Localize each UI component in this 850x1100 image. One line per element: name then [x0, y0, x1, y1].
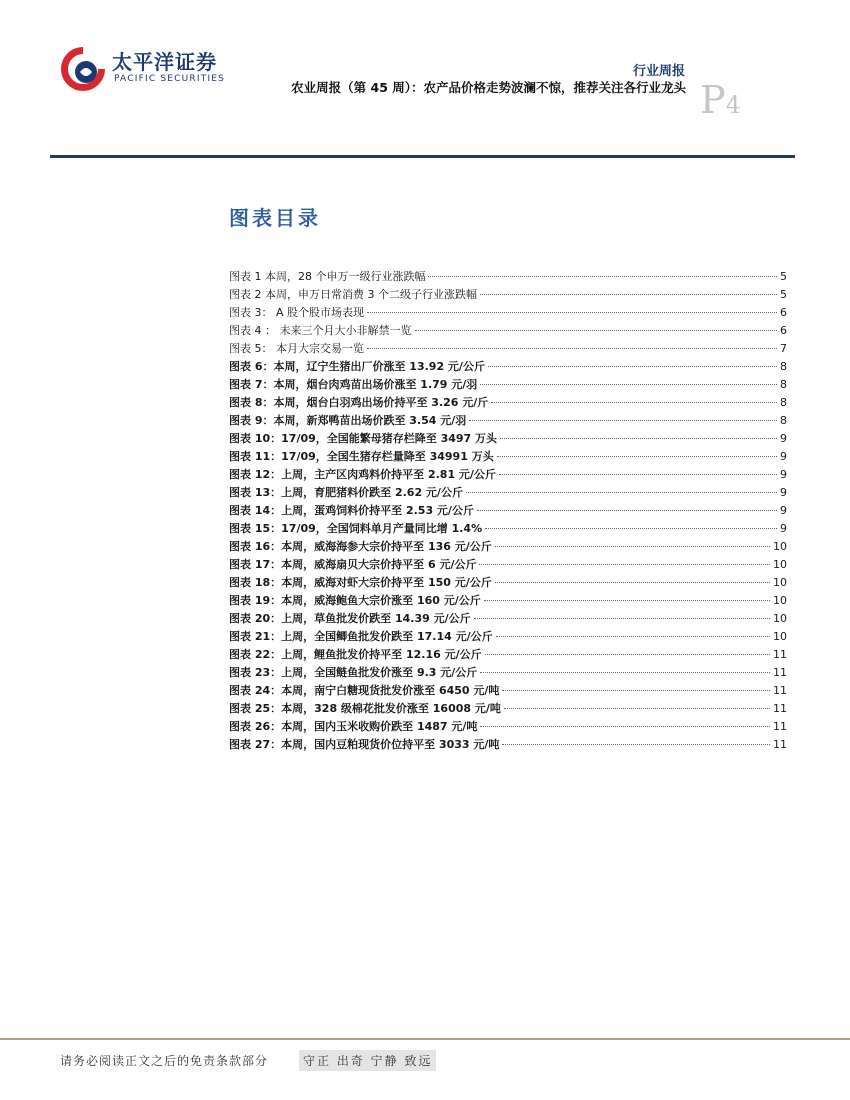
toc-entry[interactable] [229, 502, 787, 520]
toc-entry-page: 8 [780, 414, 787, 427]
toc-dot-leader [480, 294, 777, 295]
toc-entry[interactable] [229, 322, 787, 340]
toc-entry-title: 图表 2 本周，申万日常消费 3 个二级子行业涨跌幅 [229, 288, 477, 301]
toc-entry-title: 图表 15：17/09，全国饲料单月产量同比增 1.4% [229, 522, 483, 535]
toc-dot-leader [477, 510, 777, 511]
toc-dot-leader [428, 276, 777, 277]
toc-dot-leader [480, 672, 770, 673]
toc-entry[interactable] [229, 736, 787, 754]
toc-dot-leader [367, 348, 777, 349]
toc-dot-leader [474, 618, 770, 619]
toc-entry[interactable] [229, 466, 787, 484]
toc-entry-page: 6 [780, 306, 787, 319]
toc-entry-title: 图表 11：17/09，全国生猪存栏量降至 34991 万头 [229, 450, 494, 463]
toc-entry-page: 10 [773, 612, 787, 625]
toc-dot-leader [502, 690, 770, 691]
toc-entry-page: 5 [780, 270, 787, 283]
toc-dot-leader [499, 474, 777, 475]
toc-dot-leader [491, 402, 777, 403]
toc-entry-title: 图表 10：17/09，全国能繁母猪存栏降至 3497 万头 [229, 432, 498, 445]
toc-entry-title: 图表 1 本周，28 个申万一级行业涨跌幅 [229, 270, 426, 283]
page-number [700, 78, 741, 122]
toc-entry-page: 8 [780, 360, 787, 373]
toc-entry[interactable] [229, 592, 787, 610]
toc-entry[interactable] [229, 574, 787, 592]
toc-dot-leader [367, 312, 777, 313]
toc-dot-leader [415, 330, 778, 331]
toc-entry-page: 11 [773, 684, 787, 697]
toc-entry-page: 9 [780, 486, 787, 499]
toc-entry-title: 图表 23：上周，全国鲢鱼批发价涨至 9.3 元/公斤 [229, 666, 478, 679]
toc-entry-title: 图表 16：本周，威海海参大宗价持平至 136 元/公斤 [229, 540, 492, 553]
toc-entry[interactable] [229, 664, 787, 682]
table-of-figures [229, 268, 787, 754]
toc-entry[interactable] [229, 520, 787, 538]
toc-entry-title: 图表 12：上周，主产区肉鸡料价持平至 2.81 元/公斤 [229, 468, 496, 481]
toc-entry-title: 图表 3： A 股个股市场表现 [229, 306, 365, 319]
toc-entry-title: 图表 27：本周，国内豆粕现货价位持平至 3033 元/吨 [229, 738, 500, 751]
toc-entry[interactable] [229, 700, 787, 718]
logo-chinese-name: 太平洋证券 [112, 50, 217, 74]
toc-dot-leader [466, 492, 777, 493]
toc-entry-title: 图表 14：上周，蛋鸡饲料价持平至 2.53 元/公斤 [229, 504, 474, 517]
toc-entry-title: 图表 25：本周，328 级棉花批发价涨至 16008 元/吨 [229, 702, 501, 715]
toc-entry-title: 图表 17：本周，威海扇贝大宗价持平至 6 元/公斤 [229, 558, 477, 571]
footer-divider [0, 1038, 850, 1040]
toc-entry-page: 10 [773, 558, 787, 571]
toc-dot-leader [480, 726, 770, 727]
toc-dot-leader [485, 528, 777, 529]
toc-dot-leader [479, 564, 770, 565]
toc-entry-title: 图表 5： 本月大宗交易一览 [229, 342, 364, 355]
toc-entry[interactable] [229, 610, 787, 628]
toc-entry-page: 7 [780, 342, 787, 355]
toc-entry-title: 图表 26：本周，国内玉米收购价跌至 1487 元/吨 [229, 720, 478, 733]
toc-dot-leader [488, 366, 777, 367]
toc-dot-leader [495, 582, 770, 583]
toc-entry[interactable] [229, 682, 787, 700]
toc-entry-page: 11 [773, 738, 787, 751]
toc-dot-leader [500, 438, 777, 439]
toc-entry-page: 10 [773, 594, 787, 607]
toc-entry[interactable] [229, 448, 787, 466]
toc-entry-page: 9 [780, 504, 787, 517]
toc-entry[interactable] [229, 268, 787, 286]
toc-entry-page: 8 [780, 396, 787, 409]
toc-dot-leader [485, 654, 770, 655]
toc-entry[interactable] [229, 376, 787, 394]
toc-entry[interactable] [229, 628, 787, 646]
toc-dot-leader [496, 636, 770, 637]
toc-entry[interactable] [229, 484, 787, 502]
toc-entry-page: 9 [780, 450, 787, 463]
toc-entry-title: 图表 8：本周，烟台白羽鸡出场价持平至 3.26 元/斤 [229, 396, 489, 409]
page-number-value: 4 [725, 91, 741, 119]
header-divider [50, 155, 795, 158]
page-letter: P [700, 78, 726, 122]
toc-entry-page: 11 [773, 720, 787, 733]
toc-entry-title: 图表 4 ： 未来三个月大小非解禁一览 [229, 324, 412, 337]
toc-entry[interactable] [229, 286, 787, 304]
toc-dot-leader [497, 456, 777, 457]
toc-entry-page: 10 [773, 576, 787, 589]
footer-disclaimer: 请务必阅读正文之后的免责条款部分 [60, 1054, 269, 1068]
toc-entry[interactable] [229, 718, 787, 736]
toc-entry[interactable] [229, 556, 787, 574]
toc-entry[interactable] [229, 340, 787, 358]
toc-entry[interactable] [229, 412, 787, 430]
toc-entry-page: 11 [773, 666, 787, 679]
toc-dot-leader [504, 708, 770, 709]
toc-entry-page: 11 [773, 648, 787, 661]
toc-entry-page: 10 [773, 630, 787, 643]
toc-entry-page: 9 [780, 468, 787, 481]
toc-entry-page: 11 [773, 702, 787, 715]
toc-entry-title: 图表 18：本周，威海对虾大宗价持平至 150 元/公斤 [229, 576, 492, 589]
toc-entry-title: 图表 7：本周，烟台肉鸡苗出场价涨至 1.79 元/羽 [229, 378, 478, 391]
toc-entry[interactable] [229, 430, 787, 448]
report-title: 农业周报（第 45 周）：农产品价格走势波澜不惊，推荐关注各行业龙头 [291, 80, 686, 95]
toc-entry[interactable] [229, 358, 787, 376]
footer-motto: 守正 出奇 宁静 致远 [299, 1050, 436, 1071]
toc-entry-page: 10 [773, 540, 787, 553]
pacific-securities-logo-icon [58, 44, 108, 94]
toc-dot-leader [502, 744, 770, 745]
toc-dot-leader [495, 546, 770, 547]
toc-entry-title: 图表 9：本周，新郑鸭苗出场价跌至 3.54 元/羽 [229, 414, 467, 427]
toc-entry-title: 图表 22：上周，鲤鱼批发价持平至 12.16 元/公斤 [229, 648, 482, 661]
report-type-tag: 行业周报 [632, 64, 685, 79]
toc-entry-title: 图表 24：本周，南宁白糖现货批发价涨至 6450 元/吨 [229, 684, 500, 697]
toc-entry-title: 图表 19：本周，威海鲍鱼大宗价涨至 160 元/公斤 [229, 594, 481, 607]
toc-entry-page: 9 [780, 432, 787, 445]
toc-entry-title: 图表 21：上周，全国鲫鱼批发价跌至 17.14 元/公斤 [229, 630, 493, 643]
toc-dot-leader [480, 384, 777, 385]
logo-english-name: PACIFIC SECURITIES [114, 74, 226, 84]
toc-entry-page: 5 [780, 288, 787, 301]
toc-heading: 图表目录 [229, 206, 321, 230]
toc-entry-title: 图表 13：上周，育肥猪料价跌至 2.62 元/公斤 [229, 486, 463, 499]
toc-dot-leader [469, 420, 777, 421]
toc-entry[interactable] [229, 538, 787, 556]
toc-entry[interactable] [229, 304, 787, 322]
toc-entry-page: 9 [780, 522, 787, 535]
toc-entry-title: 图表 6：本周，辽宁生猪出厂价涨至 13.92 元/公斤 [229, 360, 485, 373]
toc-entry-page: 6 [780, 324, 787, 337]
company-logo [58, 44, 238, 104]
toc-entry[interactable] [229, 646, 787, 664]
toc-dot-leader [484, 600, 770, 601]
toc-entry-page: 8 [780, 378, 787, 391]
toc-entry[interactable] [229, 394, 787, 412]
toc-entry-title: 图表 20：上周，草鱼批发价跌至 14.39 元/公斤 [229, 612, 471, 625]
